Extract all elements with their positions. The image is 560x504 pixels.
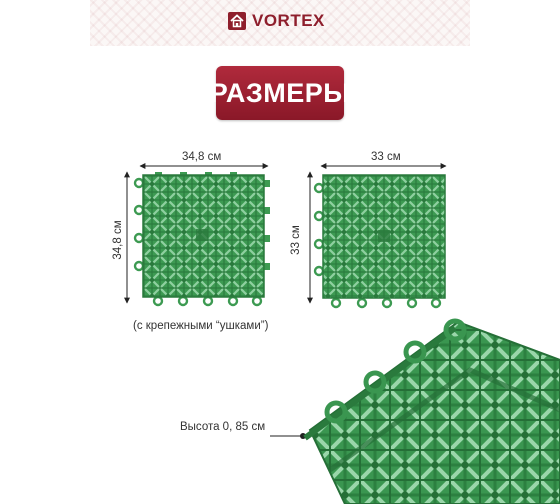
- left-tile-height-label: 34,8 см: [112, 220, 124, 260]
- left-tile-width-label: 34,8 см: [182, 151, 222, 163]
- right-tile-image: [315, 175, 445, 307]
- left-tile-image: [135, 172, 270, 305]
- right-tile-height-label: 33 см: [290, 225, 302, 255]
- fastener-note: (с крепежными “ушками”): [133, 320, 269, 332]
- right-tile-width-label: 33 см: [371, 151, 401, 163]
- brand-name: VORTEX: [252, 11, 325, 30]
- page-title: РАЗМЕРЫ: [216, 66, 344, 120]
- height-note: Высота 0, 85 см: [180, 421, 266, 433]
- tile-closeup-image: [305, 321, 560, 504]
